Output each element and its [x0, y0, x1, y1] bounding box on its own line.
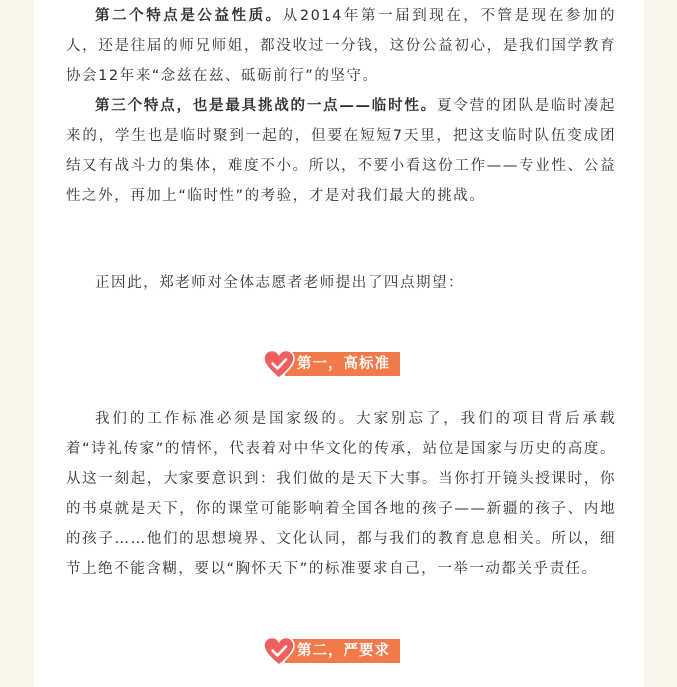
paragraph-public-welfare: [66, 1, 616, 91]
article-page: [34, 0, 644, 687]
section-heading-label: 第二，严要求: [285, 639, 400, 663]
paragraph-bold-lead: 第三个特点，也是最具挑战的一点——临时性。: [95, 98, 437, 114]
paragraph-high-standard: 我们的工作标准必须是国家级的。大家别忘了，我们的项目背后承载着“诗礼传家”的情怀，代表着对中华文化的传承，站位是国家与历史的高度。从这一刻起，大家要意识到：我们做的是天下大事。当你打开镜头授课时，你的书桌就是天下，你的课堂可能影响着全国各地的孩子——新疆的孩子、内地的孩子……他们的思想境界、文化认同，都与我们的教育息息相关。所以，细节上绝不能含糊，要以“胸怀天下”的标准要求自己，一举一动都关乎责任。: [66, 411, 616, 577]
heart-check-icon: [263, 636, 295, 668]
section-heading-label: 第一，高标准: [285, 352, 400, 376]
section-heading-high-standard: [263, 349, 443, 379]
paragraph-temporary: [66, 91, 616, 211]
paragraph-bold-lead: 第二个特点是公益性质。: [95, 8, 283, 24]
paragraph-expectations-intro: 正因此，郑老师对全体志愿者老师提出了四点期望：: [95, 275, 465, 291]
heart-check-icon: [263, 349, 295, 381]
paragraph-body: 夏令营的团队是临时凑起来的，学生也是临时聚到一起的，但要在短短7天里，把这支临时队伍变成团结又有战斗力的集体，难度不小。所以，不要小看这份工作——专业性、公益性之外，再加上“临时性”的考验，才是对我们最大的挑战。: [66, 98, 616, 204]
paragraph-body: 从2014年第一届到现在，不管是现在参加的人，还是往届的师兄师姐，都没收过一分钱，这份公益初心，是我们国学教育协会12年来“念兹在兹、砥砺前行”的坚守。: [66, 8, 616, 84]
section-heading-strict-requirements: [263, 636, 443, 666]
